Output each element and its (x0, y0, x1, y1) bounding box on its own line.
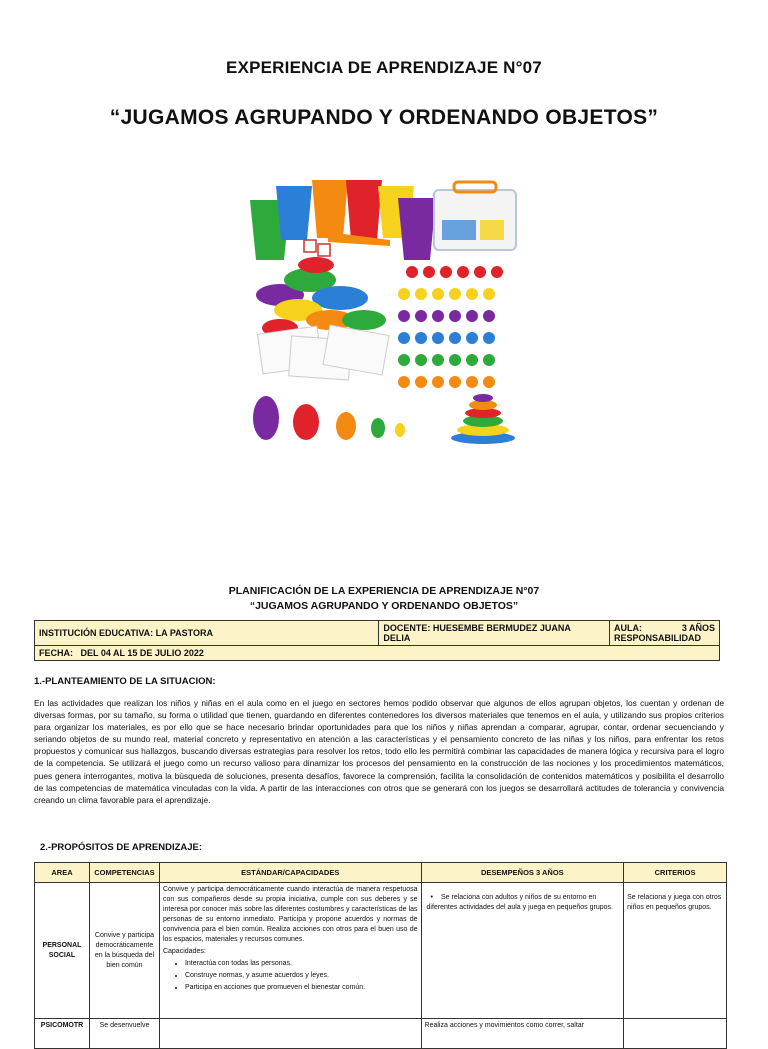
table-row (35, 1019, 727, 1049)
classroom-cell (610, 621, 720, 646)
date-label: FECHA: (39, 648, 73, 658)
teacher-cell (379, 621, 610, 646)
institution-text: INSTITUCIÓN EDUCATIVA: LA PASTORA (39, 628, 213, 638)
criterio-cell: Se relaciona y juega con otros niños en pequeños grupos. (624, 883, 727, 1019)
sorting-toys-image (240, 170, 530, 450)
document-title: EXPERIENCIA DE APRENDIZAJE N°07 (226, 58, 542, 77)
stones-row-icon (253, 396, 405, 440)
col-criterios: CRITERIOS (624, 863, 727, 883)
teacher-name-cont: DELIA (383, 633, 411, 643)
estandar-cell (159, 1019, 421, 1049)
storage-box-icon (434, 182, 516, 250)
teacher-name: DOCENTE: HUESEMBE BERMUDEZ JUANA (383, 623, 571, 633)
experience-name: “JUGAMOS AGRUPANDO Y ORDENANDO OBJETOS” (109, 106, 659, 129)
cup-icon (250, 180, 436, 260)
purposes-table (34, 862, 727, 1049)
area-cell: PERSONAL SOCIAL (35, 883, 90, 1019)
capacidades-label: Capacidades: (162, 948, 206, 955)
col-desempenos: DESEMPEÑOS 3 AÑOS (421, 863, 624, 883)
date-value: DEL 04 AL 15 DE JULIO 2022 (80, 648, 204, 658)
cards-icon (258, 325, 390, 380)
capacidades-list (163, 959, 418, 993)
situation-paragraph: En las actividades que realizan los niños y niñas en el aula como en el juego en sectores hemos podido observar que algunos de ellos agrupan objetos, los cuentan y ordenan de diversas formas, por su tamaño, su forma o utilidad que tienen, guardando en diferentes contenedores los diversos materiales que tenemos en el aula, y utilizando sus propios criterios para organizar los materiales, es por ello que se hace necesario brindar oportunidades para que los niños y niñas aprendan a comparar, agrupar, contar, ordenar secuenciando y seriando objetos de su mundo real, material concreto y representativo en atención a las características y el pensamiento concreto de las niñas y los niños, para enfrentar los retos propuestos y comunicar sus hallazgos, buscando diversas estrategias para resolver los retos, todo ello les permitirá combinar las capacidades de manera lógica y recursiva para el logro de la competencia. Se utilizará el juego como un recurso valioso para dinamizar los procesos del pensamiento en la construcción de las nociones y los procedimientos matemáticos, pues genera interrogantes, motiva la búsqueda de soluciones, presenta desafíos, favorece la comprensión, facilita la consolidación de contenidos matemáticos y posibilita el desarrollo de las competencias de matemática vinculadas con la vida. A partir de las interacciones con otros que se generará con los juegos se desarrollará actitudes de tolerancia y convivencia creando un clima favorable para el aprendizaje. (34, 698, 724, 805)
classroom-name: RESPONSABILIDAD (614, 633, 702, 643)
estandar-cell (159, 883, 421, 1019)
classroom-value: 3 AÑOS (681, 623, 715, 633)
planning-title: PLANIFICACIÓN DE LA EXPERIENCIA DE APRENDIZAJE N°07 (228, 585, 540, 597)
section-heading-purposes: 2.-PROPÓSITOS DE APRENDIZAJE: (40, 842, 203, 853)
col-estandar: ESTÁNDAR/CAPACIDADES (159, 863, 421, 883)
section-heading-situation: 1.-PLANTEAMIENTO DE LA SITUACION: (34, 676, 216, 687)
list-item: • Participa en acciones que promueven el bienestar común. (185, 983, 418, 993)
table-header-row (35, 863, 727, 883)
planning-subtitle: “JUGAMOS AGRUPANDO Y ORDENANDO OBJETOS” (249, 600, 519, 612)
desempeno-cell (421, 883, 624, 1019)
criterio-cell (624, 1019, 727, 1049)
stacked-stones-icon (451, 394, 515, 444)
competencia-cell: Se desenvuelve (89, 1019, 159, 1049)
stones-pile-icon (256, 257, 386, 337)
list-item: • Construye normas, y asume acuerdos y leyes. (185, 971, 418, 981)
list-item: • Interactúa con todas las personas. (185, 959, 418, 969)
col-area: AREA (35, 863, 90, 883)
table-row (35, 883, 727, 1019)
col-competencias: COMPETENCIAS (89, 863, 159, 883)
bear-counters-icon (398, 266, 503, 388)
dice-icon (304, 240, 316, 252)
list-item: • Se relaciona con adultos y niños de su entorno en diferentes actividades del aula y juega en pequeños grupos. (427, 893, 621, 913)
classroom-label: AULA: (614, 623, 643, 633)
desempeno-cell: Realiza acciones y movimientos como correr, saltar (421, 1019, 624, 1049)
area-cell: PSICOMOTR (35, 1019, 90, 1049)
estandar-text: Convive y participa democráticamente cuando interactúa de manera respetuosa con sus compañeros desde su propia iniciativa, cumple con sus deberes y se interesa por conocer más sobre las diferentes costumbres y características de las personas de su entorno inmediato. Participa y propone acuerdos y normas de convivencia para el bien común. Realiza acciones con otros para el buen uso de los espacios, materiales y recursos comunes. (162, 886, 418, 943)
competencia-cell: Convive y participa democráticamente en la búsqueda del bien común (89, 883, 159, 1019)
info-table (34, 620, 720, 661)
date-cell (35, 646, 720, 661)
institution-cell (35, 621, 379, 646)
